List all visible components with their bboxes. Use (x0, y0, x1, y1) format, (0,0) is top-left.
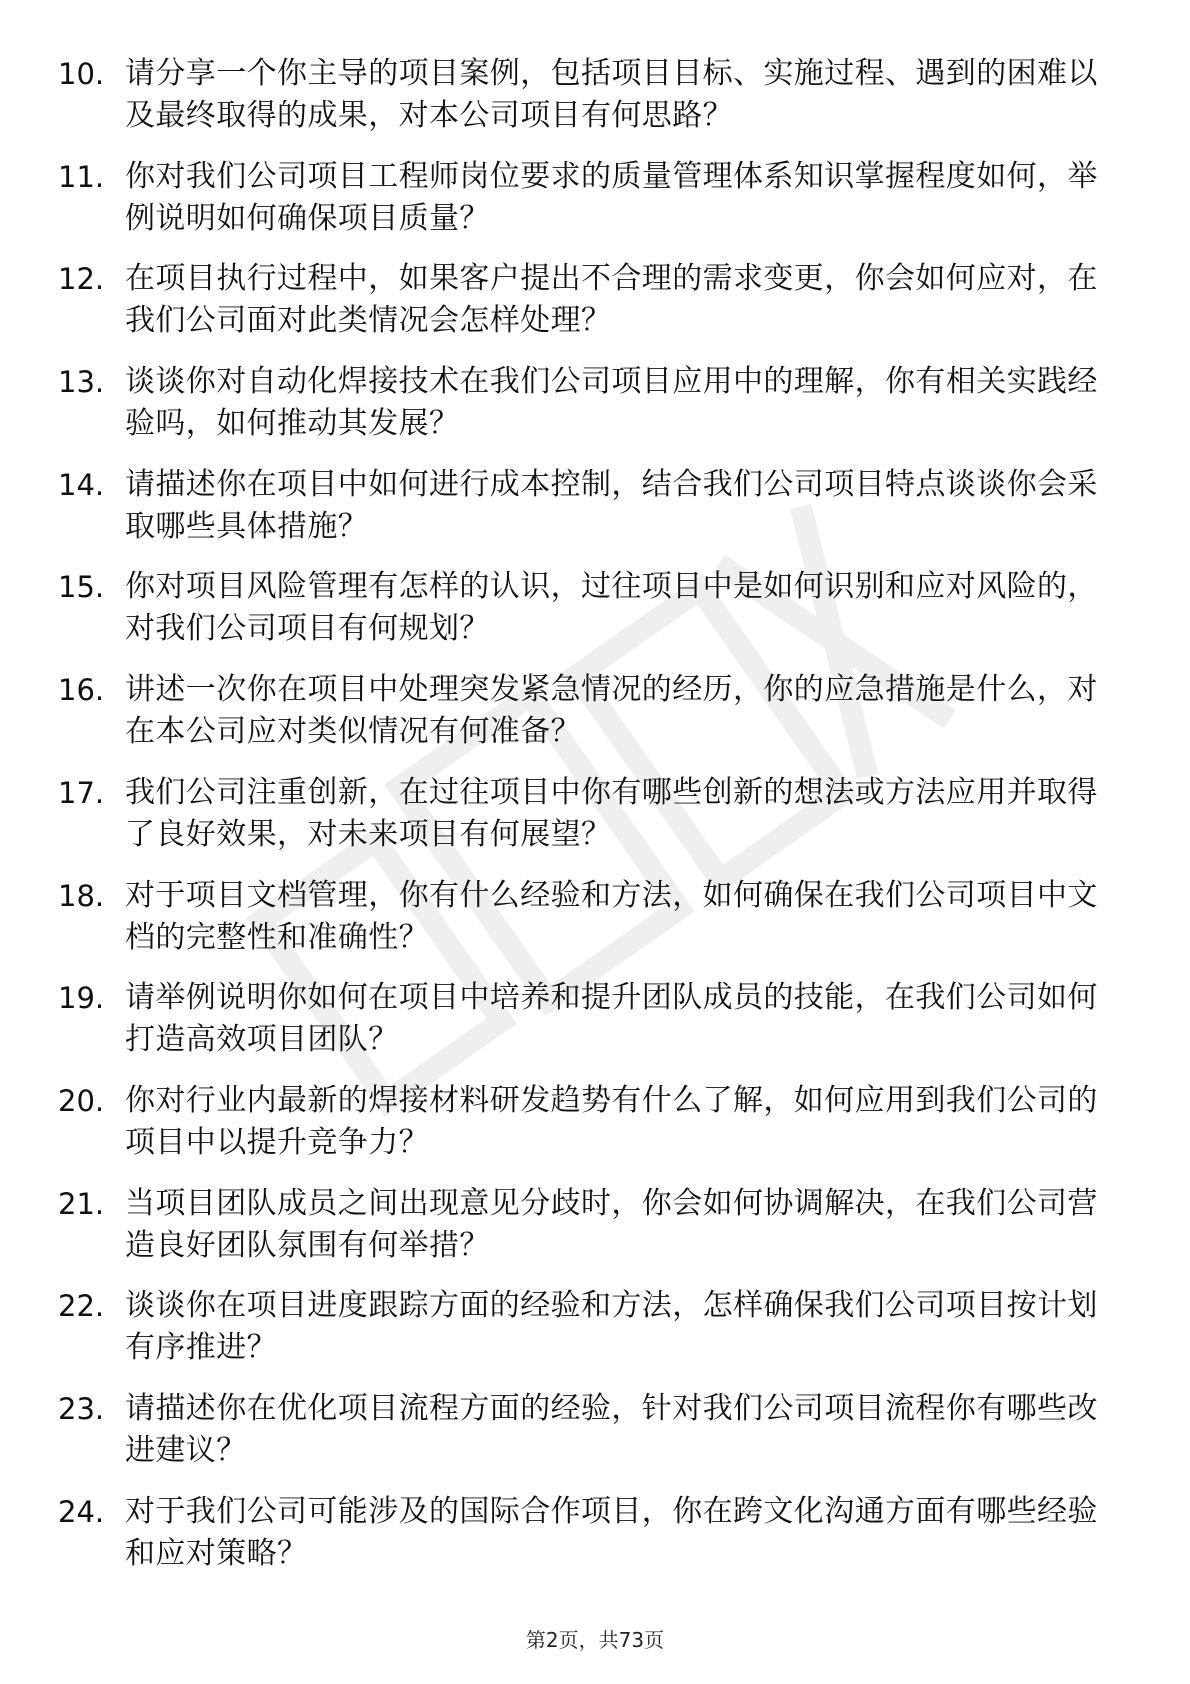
question-number: 20. (58, 1083, 105, 1118)
question-number: 24. (58, 1494, 105, 1529)
question-number: 15. (58, 570, 105, 605)
question-item (0, 666, 1190, 769)
question-number: 14. (58, 467, 105, 502)
question-text: 你对行业内最新的焊接材料研发趋势有什么了解，如何应用到我们公司的项目中以提升竞争力？ (125, 1082, 1098, 1160)
question-text: 请举例说明你如何在项目中培养和提升团队成员的技能，在我们公司如何打造高效项目团队？ (125, 980, 1098, 1058)
page-footer: 第2页，共73页 (525, 1628, 665, 1652)
question-item (0, 974, 1190, 1077)
question-text: 讲述一次你在项目中处理突发紧急情况的经历，你的应急措施是什么，对在本公司应对类似情况有何准备？ (125, 672, 1098, 750)
question-text: 对于项目文档管理，你有什么经验和方法，如何确保在我们公司项目中文档的完整性和准确性？ (125, 877, 1098, 955)
question-number: 11. (58, 159, 105, 194)
question-item (0, 358, 1190, 461)
question-text: 请分享一个你主导的项目案例，包括项目目标、实施过程、遇到的困难以及最终取得的成果，对本公司项目有何思路？ (125, 56, 1098, 133)
question-item (0, 769, 1190, 872)
question-number: 18. (58, 878, 105, 913)
question-number: 17. (58, 775, 105, 810)
question-text: 请描述你在项目中如何进行成本控制，结合我们公司项目特点谈谈你会采取哪些具体措施？ (125, 466, 1098, 544)
question-item (0, 1385, 1190, 1488)
question-number: 21. (58, 1186, 105, 1221)
question-number: 13. (58, 365, 105, 400)
question-item (0, 872, 1190, 975)
question-text: 当项目团队成员之间出现意见分歧时，你会如何协调解决，在我们公司营造良好团队氛围有何举措？ (125, 1185, 1098, 1263)
question-item (0, 1180, 1190, 1283)
question-text: 在项目执行过程中，如果客户提出不合理的需求变更，你会如何应对，在我们公司面对此类情况会怎样处理？ (125, 261, 1098, 339)
question-item (0, 153, 1190, 256)
question-item (0, 563, 1190, 666)
question-number: 10. (58, 57, 105, 91)
question-item (0, 1077, 1190, 1180)
question-text: 谈谈你对自动化焊接技术在我们公司项目应用中的理解，你有相关实践经验吗，如何推动其发展？ (125, 364, 1098, 442)
question-text: 请描述你在优化项目流程方面的经验，针对我们公司项目流程你有哪些改进建议？ (125, 1390, 1098, 1468)
question-item (0, 461, 1190, 564)
question-text: 对于我们公司可能涉及的国际合作项目，你在跨文化沟通方面有哪些经验和应对策略？ (125, 1493, 1098, 1571)
question-number: 22. (58, 1289, 105, 1324)
question-list (0, 50, 1190, 1590)
question-number: 19. (58, 981, 105, 1016)
question-text: 你对我们公司项目工程师岗位要求的质量管理体系知识掌握程度如何，举例说明如何确保项目质量？ (125, 158, 1098, 236)
question-number: 12. (58, 262, 105, 297)
question-text: 你对项目风险管理有怎样的认识，过往项目中是如何识别和应对风险的，对我们公司项目有何规划？ (125, 569, 1098, 647)
question-number: 23. (58, 1391, 105, 1426)
question-item (0, 50, 1190, 153)
question-item (0, 1282, 1190, 1385)
question-text: 我们公司注重创新，在过往项目中你有哪些创新的想法或方法应用并取得了良好效果，对未来项目有何展望？ (125, 774, 1098, 852)
question-item (0, 255, 1190, 358)
question-number: 16. (58, 673, 105, 708)
question-text: 谈谈你在项目进度跟踪方面的经验和方法，怎样确保我们公司项目按计划有序推进？ (125, 1288, 1098, 1366)
question-item (0, 1488, 1190, 1591)
